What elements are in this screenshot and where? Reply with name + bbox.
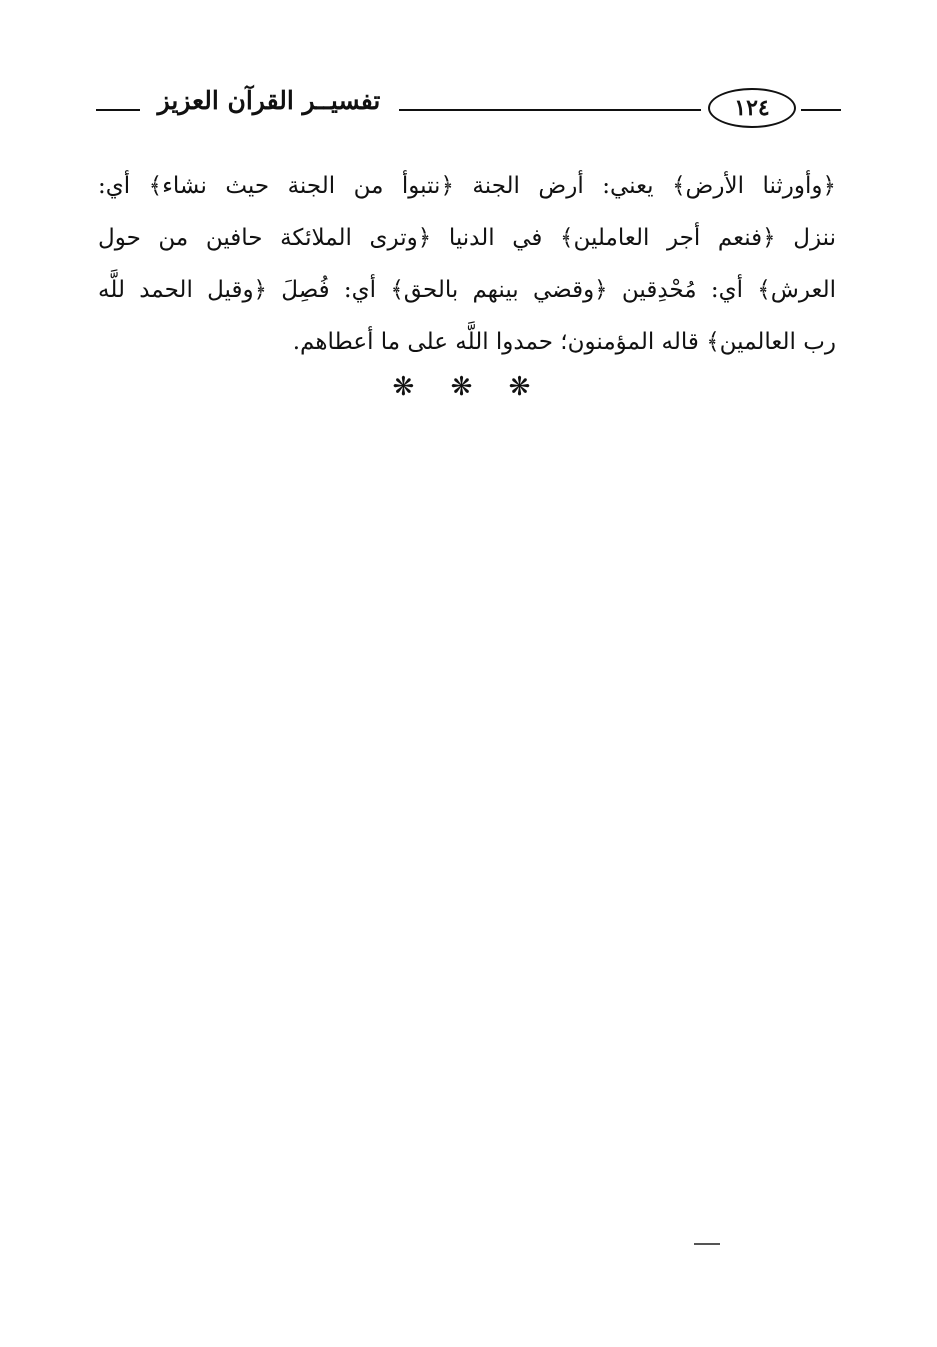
- page-number: ١٢٤: [708, 88, 796, 128]
- body-paragraph: [98, 160, 836, 368]
- text-line: العرش﴾ أي: مُحْدِقين ﴿وقضي بينهم بالحق﴾ أي: فُصِلَ ﴿وقيل الحمد للَّه: [98, 277, 836, 303]
- header-rule-middle: [399, 109, 701, 111]
- scan-speck: [694, 1243, 720, 1245]
- text-line: ننزل ﴿فنعم أجر العاملين﴾ في الدنيا ﴿وترى الملائكة حافين من حول: [98, 225, 836, 251]
- header-rule-right: [801, 109, 841, 111]
- header-rule-left: [96, 109, 140, 111]
- text-line: رب العالمين﴾ قاله المؤمنون؛ حمدوا اللَّه على ما أعطاهم.: [292, 329, 836, 355]
- page-header: [96, 84, 841, 132]
- text-line: ﴿وأورثنا الأرض﴾ يعني: أرض الجنة ﴿نتبوأ من الجنة حيث نشاء﴾ أي:: [98, 173, 836, 199]
- section-separator-ornament: ❋ ❋ ❋: [392, 372, 545, 402]
- running-title: تفسيــر القرآن العزيز: [157, 86, 381, 115]
